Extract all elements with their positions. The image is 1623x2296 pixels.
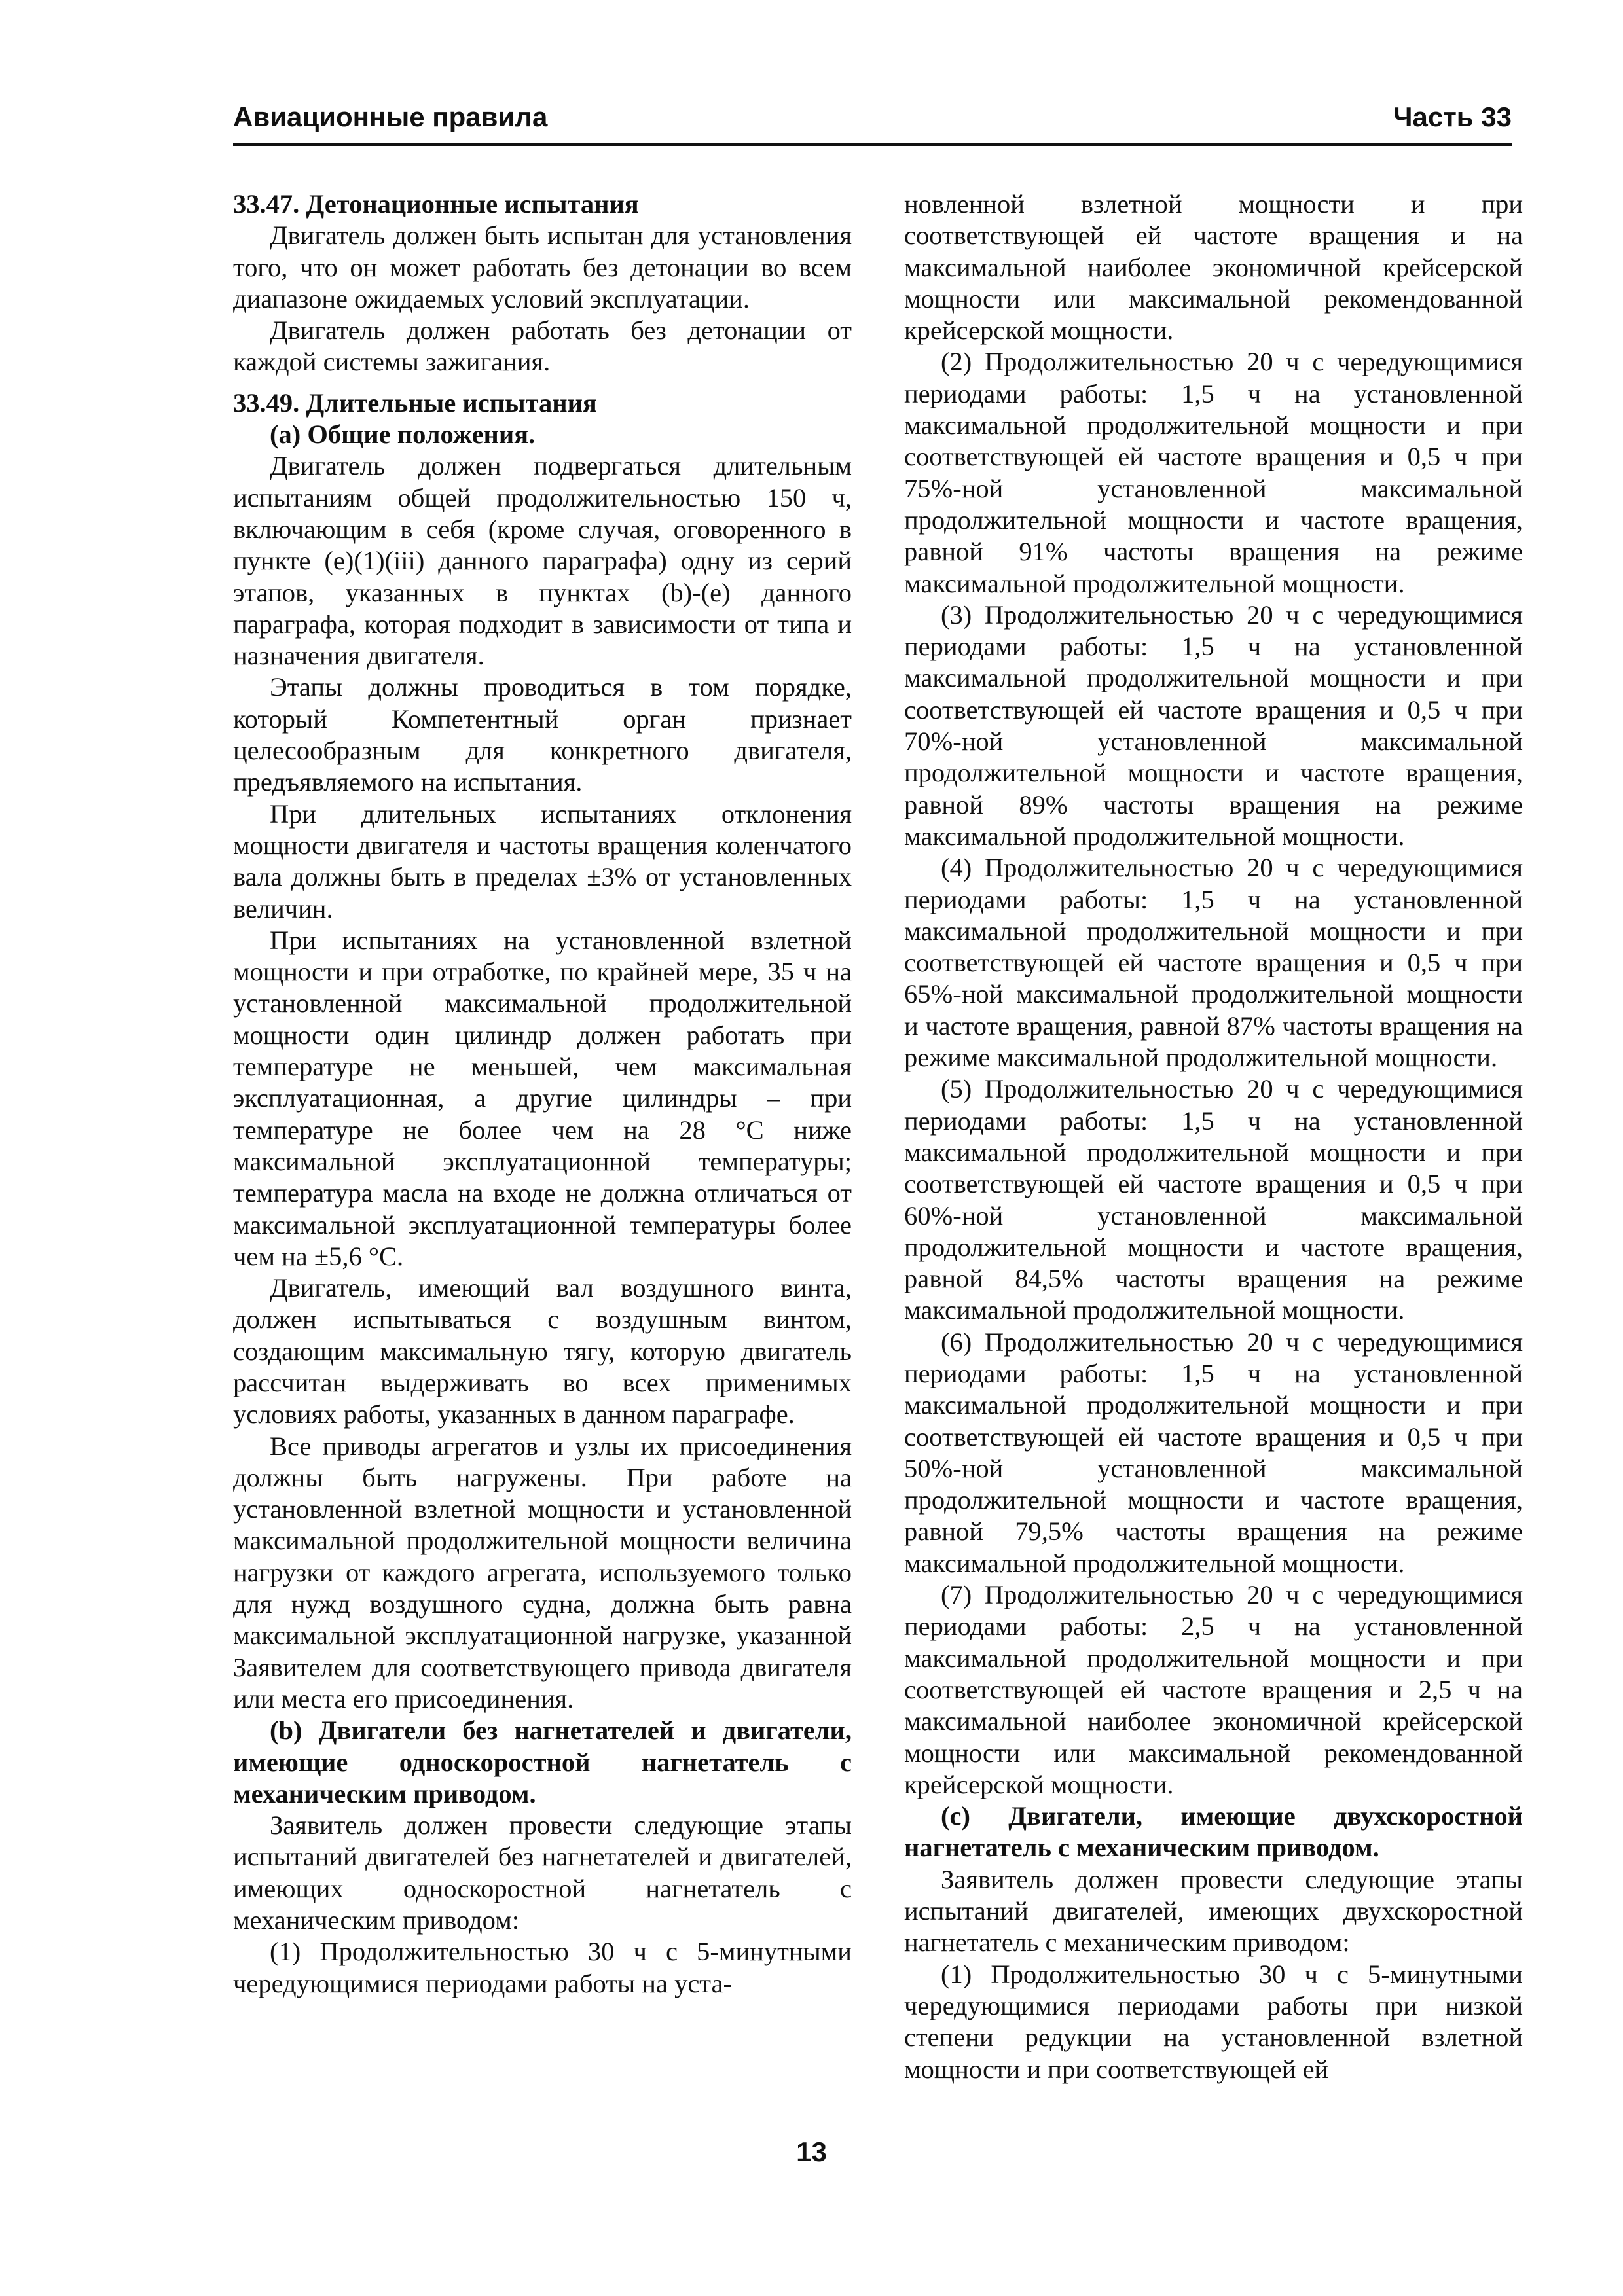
page-number: 13 xyxy=(796,2136,827,2167)
paragraph: Двигатель, имеющий вал воздушного винта, должен испытываться с воздушным винтом, создающим максимальную тягу, которую двигатель рассчитан выдерживать во всех применимых условиях работы, указанных в данном параграфе. xyxy=(233,1273,852,1429)
section-heading: 33.47. Детонационные испытания xyxy=(233,189,639,219)
section-heading: 33.49. Длительные испытания xyxy=(233,387,597,418)
paragraph: (7) Продолжительностью 20 ч с чередующимися периодами работы: 2,5 ч на установленной максимальной продолжительной мощности и при соответствующей ей частоте вращения и 2,5 ч на максимальной наиболее экономичной крейсерской мощности или максимальной рекомендованной крейсерской мощности. xyxy=(904,1580,1523,1799)
paragraph: При испытаниях на установленной взлетной мощности и при отработке, по крайней мере, 35 ч на установленной максимальной продолжительной мощности один цилиндр должен работать при температуре не меньшей, чем максимальная эксплуатационная, а другие цилиндры – при температуре не более чем на 28 °C ниже максимальной эксплуатационной температуры; температура масла на входе не должна отличаться от максимальной эксплуатационной температуры более чем на ±5,6 °C. xyxy=(233,925,852,1271)
paragraph: (3) Продолжительностью 20 ч с чередующимися периодами работы: 1,5 ч на установленной максимальной продолжительной мощности и при соответствующей ей частоте вращения и 0,5 ч при 70%-ной установленной максимальной продолжительной мощности и частоте вращения, равной 89% частоты вращения на режиме максимальной продолжительной мощности. xyxy=(904,600,1523,851)
running-header-part: Часть 33 xyxy=(1393,101,1512,132)
header-rule xyxy=(233,143,1512,146)
paragraph-continuation: новленной взлетной мощности и при соответствующей ей частоте вращения и на максимальной наиболее экономичной крейсерской мощности или максимальной рекомендованной крейсерской мощности. xyxy=(904,189,1523,346)
paragraph: Этапы должны проводиться в том порядке, который Компетентный орган признает целесообразным для конкретного двигателя, предъявляемого на испытания. xyxy=(233,672,852,797)
running-header-title: Авиационные правила xyxy=(233,101,548,132)
paragraph: (1) Продолжительностью 30 ч с 5-минутными чередующимися периодами работы при низкой степени редукции на установленной взлетной мощности и при соответствующей ей xyxy=(904,1959,1523,2084)
paragraph: (4) Продолжительностью 20 ч с чередующимися периодами работы: 1,5 ч на установленной максимальной продолжительной мощности и при соответствующей ей частоте вращения и 0,5 ч при 65%-ной максимальной продолжительной мощности и частоте вращения, равной 87% частоты вращения на режиме максимальной продолжительной мощности. xyxy=(904,853,1523,1073)
paragraph: Заявитель должен провести следующие этапы испытаний двигателей, имеющих двухскоростной нагнетатель с механическим приводом: xyxy=(904,1864,1523,1958)
paragraph: (2) Продолжительностью 20 ч с чередующимися периодами работы: 1,5 ч на установленной максимальной продолжительной мощности и при соответствующей ей частоте вращения и 0,5 ч при 75%-ной установленной максимальной продолжительной мощности и частоте вращения, равной 91% частоты вращения на режиме максимальной продолжительной мощности. xyxy=(904,347,1523,598)
paragraph: Заявитель должен провести следующие этапы испытаний двигателей без нагнетателей и двигателей, имеющих односкоростной нагнетатель с механическим приводом: xyxy=(233,1810,852,1935)
paragraph: Все приводы агрегатов и узлы их присоединения должны быть нагружены. При работе на установленной взлетной мощности и установленной максимальной продолжительной мощности величина нагрузки от каждого агрегата, используемого только для нужд воздушного судна, должна быть равна максимальной эксплуатационной нагрузке, указанной Заявителем для соответствующего привода двигателя или места его присоединения. xyxy=(233,1431,852,1713)
paragraph: Двигатель должен работать без детонации от каждой системы зажигания. xyxy=(233,315,852,377)
paragraph: Двигатель должен быть испытан для установления того, что он может работать без детонации во всем диапазоне ожидаемых условий эксплуатации. xyxy=(233,221,852,314)
left-column xyxy=(233,188,852,2000)
subsection-heading: (a) Общие положения. xyxy=(270,420,536,450)
right-column xyxy=(904,188,1523,2085)
paragraph: (5) Продолжительностью 20 ч с чередующимися периодами работы: 1,5 ч на установленной максимальной продолжительной мощности и при соответствующей ей частоте вращения и 0,5 ч при 60%-ной установленной максимальной продолжительной мощности и частоте вращения, равной 84,5% частоты вращения на режиме максимальной продолжительной мощности. xyxy=(904,1074,1523,1325)
paragraph: Двигатель должен подвергаться длительным испытаниям общей продолжительностью 150 ч, включающим в себя (кроме случая, оговоренного в пункте (e)(1)(iii) данного параграфа) одну из серий этапов, указанных в пунктах (b)-(e) данного параграфа, которая подходит в зависимости от типа и назначения двигателя. xyxy=(233,451,852,671)
paragraph: (1) Продолжительностью 30 ч с 5-минутными чередующимися периодами работы на уста- xyxy=(233,1937,852,1998)
subsection-heading: (b) Двигатели без нагнетателей и двигатели, имеющие односкоростной нагнетатель с механическим приводом. xyxy=(233,1715,852,1808)
paragraph: При длительных испытаниях отклонения мощности двигателя и частоты вращения коленчатого вала должны быть в пределах ±3% от установленных величин. xyxy=(233,798,852,924)
subsection-heading: (c) Двигатели, имеющие двухскоростной нагнетатель с механическим приводом. xyxy=(904,1801,1523,1863)
paragraph: (6) Продолжительностью 20 ч с чередующимися периодами работы: 1,5 ч на установленной максимальной продолжительной мощности и при соответствующей ей частоте вращения и 0,5 ч при 50%-ной установленной максимальной продолжительной мощности и частоте вращения, равной 79,5% частоты вращения на режиме максимальной продолжительной мощности. xyxy=(904,1327,1523,1578)
